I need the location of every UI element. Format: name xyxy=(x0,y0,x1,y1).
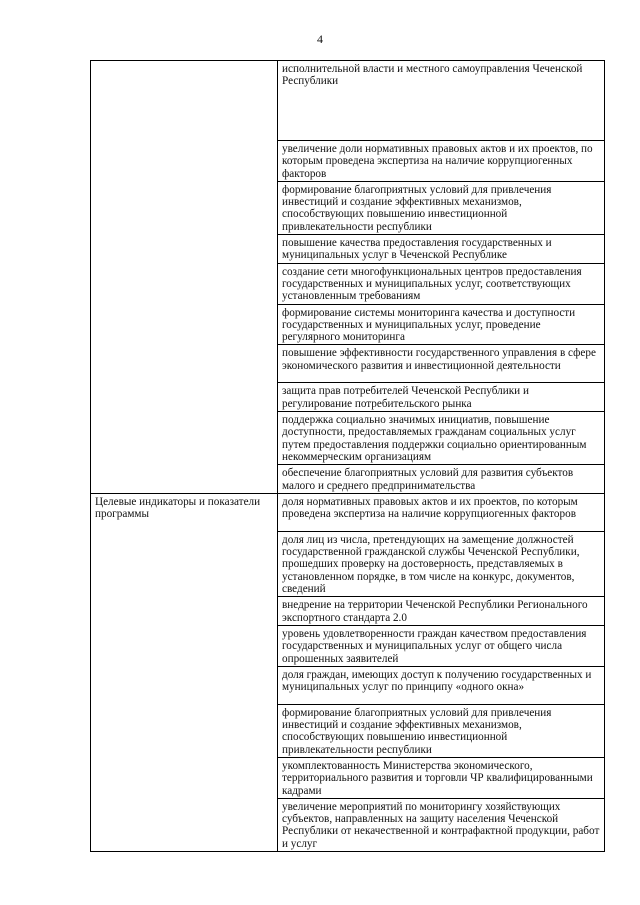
indicator-cell: укомплектованность Министерства экономического, территориального развития и торговли ЧР квалифицированными кадрами xyxy=(278,757,605,798)
table-row xyxy=(91,493,605,531)
indicator-cell: уровень удовлетворенности граждан качеством предоставления государственных и муниципальных услуг от общего числа опрошенных заявителей xyxy=(278,625,605,666)
task-cell: повышение эффективности государственного управления в сфере экономического развития и инвестиционной деятельности xyxy=(278,345,605,383)
task-cell: обеспечение благоприятных условий для развития субъектов малого и среднего предпринимательства xyxy=(278,465,605,494)
task-cell: исполнительной власти и местного самоуправления Чеченской Республики xyxy=(278,61,605,141)
indicator-cell: доля граждан, имеющих доступ к получению государственных и муниципальных услуг по принципу «одного окна» xyxy=(278,666,605,704)
task-cell: повышение качества предоставления государственных и муниципальных услуг в Чеченской Республике xyxy=(278,235,605,264)
indicator-cell: формирование благоприятных условий для привлечения инвестиций и создание эффективных механизмов, способствующих повышению инвестиционной привлекательности республики xyxy=(278,704,605,757)
task-cell: защита прав потребителей Чеченской Республики и регулирование потребительского рынка xyxy=(278,383,605,412)
task-cell: формирование системы мониторинга качества и доступности государственных и муниципальных услуг, проведение регулярного мониторинга xyxy=(278,304,605,345)
program-passport-table xyxy=(90,60,605,852)
indicator-cell: доля нормативных правовых актов и их проектов, по которым проведена экспертиза на наличие коррупциогенных факторов xyxy=(278,493,605,531)
indicator-cell: увеличение мероприятий по мониторингу хозяйствующих субъектов, направленных на защиту населения Чеченской Республики от некачественной и контрафактной продукции, работ и услуг xyxy=(278,798,605,851)
task-cell: создание сети многофункциональных центров предоставления государственных и муниципальных услуг, соответствующих установленным требованиям xyxy=(278,263,605,304)
section-label-empty xyxy=(91,61,278,494)
table-row xyxy=(91,61,605,141)
indicator-cell: доля лиц из числа, претендующих на замещение должностей государственной гражданской службы Чеченской Республики, прошедших проверку на достоверность, представляемых в установленном порядке, в том числе на конкурс, документов, сведений xyxy=(278,531,605,596)
task-cell: формирование благоприятных условий для привлечения инвестиций и создание эффективных механизмов, способствующих повышению инвестиционной привлекательности республики xyxy=(278,181,605,234)
task-cell: поддержка социально значимых инициатив, повышение доступности, предоставляемых гражданам социальных услуг путем предоставления поддержки социально ориентированным некоммерческим организациям xyxy=(278,412,605,465)
page-number: 4 xyxy=(317,32,323,46)
indicators-label: Целевые индикаторы и показатели программы xyxy=(91,493,278,851)
indicator-cell: внедрение на территории Чеченской Республики Регионального экспортного стандарта 2.0 xyxy=(278,597,605,626)
task-cell: увеличение доли нормативных правовых актов и их проектов, по которым проведена экспертиза на наличие коррупциогенных факторов xyxy=(278,141,605,182)
